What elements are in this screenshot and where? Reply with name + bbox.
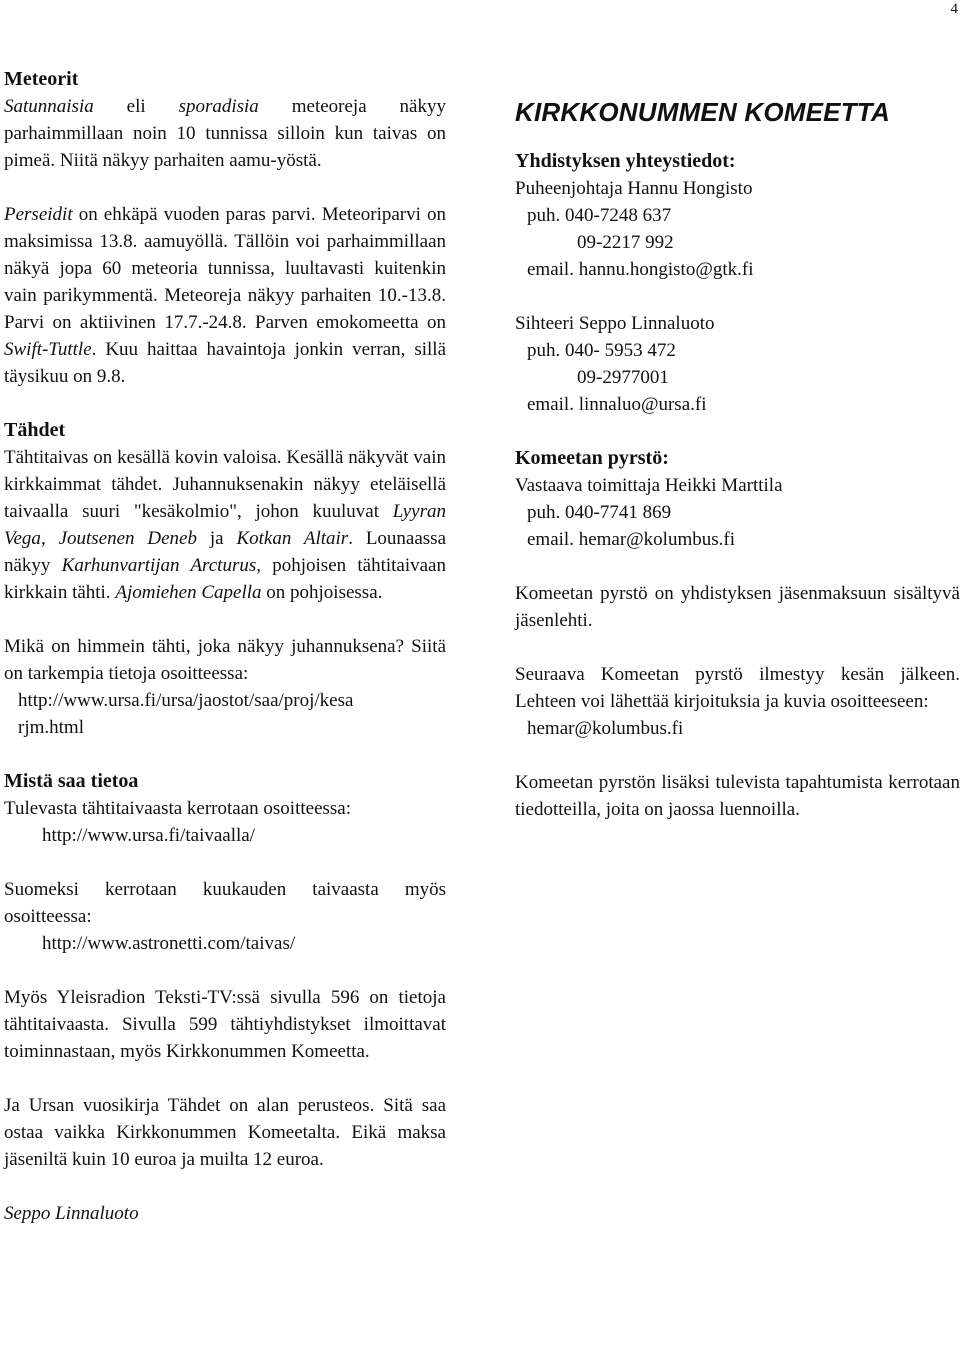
author: Seppo Linnaluoto: [4, 1203, 139, 1224]
text-span: eli: [93, 96, 179, 117]
page-number: 4: [950, 1, 958, 17]
star-name: Lyyran Vega: [4, 501, 446, 549]
chair-phone: puh. 040-7248 637: [527, 205, 672, 226]
term-sporadisia: sporadisia: [178, 96, 259, 117]
paragraph-tietoa-2: Suomeksi kerrotaan kuukauden taivaasta myös osoitteessa:: [4, 879, 446, 927]
paragraph-meteorit-2: [4, 201, 446, 390]
text-span: ,: [40, 528, 59, 549]
section-tahdet: [4, 417, 446, 741]
link-ursa-taivaalla[interactable]: http://www.ursa.fi/taivaalla/: [42, 825, 255, 846]
section-meteorit: [4, 66, 446, 390]
text-span: on pohjoisessa.: [261, 582, 383, 603]
editor-email[interactable]: email. hemar@kolumbus.fi: [527, 529, 735, 550]
chair-email[interactable]: email. hannu.hongisto@gtk.fi: [527, 259, 754, 280]
link-astronetti[interactable]: http://www.astronetti.com/taivas/: [42, 933, 296, 954]
paragraph-tahdet-2: Mikä on himmein tähti, joka näkyy juhannuksena? Siitä on tarkempia tietoja osoitteessa:: [4, 636, 446, 684]
text-span: meteoreja näkyy parhaimmillaan noin 10 tunnissa silloin kun taivas on pimeä. Niitä näkyy parhaiten aamu-yöstä.: [4, 96, 446, 171]
text-span: on ehkäpä vuoden paras parvi. Meteoriparvi on maksimissa 13.8. aamuyöllä. Tällöin voi parhaimmillaan näkyä jopa 60 meteoria tunnissa, luultavasti kuitenkin vain parikymmentä. Meteoreja näkyy parhaiten 10.-13.8. Parvi on aktiivinen 17.7.-24.8. Parven emokomeetta on: [4, 204, 446, 333]
paragraph-tahdet-1: [4, 444, 446, 606]
submission-email[interactable]: hemar@kolumbus.fi: [527, 718, 684, 739]
secretary-phone: puh. 040- 5953 472: [527, 340, 676, 361]
text-span: ja: [197, 528, 237, 549]
paragraph-pyrsto-3: Komeetan pyrstön lisäksi tulevista tapahtumista kerrotaan tiedotteilla, joita on jaossa luennoilla.: [515, 772, 960, 820]
paragraph-tietoa-1: Tulevasta tähtitaivaasta kerrotaan osoitteessa:: [4, 798, 352, 819]
paragraph-pyrsto-1: Komeetan pyrstö on yhdistyksen jäsenmaksuun sisältyvä jäsenlehti.: [515, 583, 960, 631]
term-satunnaisia: Satunnaisia: [4, 96, 94, 117]
text-span: , pohjoisen tähtitaivaan kirkkain tähti.: [4, 555, 446, 603]
secretary-phone-2: 09-2977001: [577, 367, 669, 388]
section-pyrsto: [515, 445, 960, 823]
paragraph-pyrsto-2: Seuraava Komeetan pyrstö ilmestyy kesän jälkeen. Lehteen voi lähettää kirjoituksia ja kuvia osoitteeseen:: [515, 664, 960, 712]
editor-phone: puh. 040-7741 869: [527, 502, 672, 523]
text-span: . Kuu haittaa havaintoja jonkin verran, sillä täysikuu on 9.8.: [4, 339, 446, 387]
star-name: Kotkan Altair: [236, 528, 349, 549]
heading-meteorit: Meteorit: [4, 68, 79, 90]
term-swift-tuttle: Swift-Tuttle: [4, 339, 92, 360]
text-span: Tähtitaivas on kesällä kovin valoisa. Kesällä näkyvät vain kirkkaimmat tähdet. Juhannuksenakin näkyy eteläisellä taivaalla suuri "kesäkolmio", johon kuuluvat: [4, 447, 446, 522]
left-column: [4, 66, 446, 1227]
star-name: Joutsenen Deneb: [58, 528, 197, 549]
link-ursa-kesa[interactable]: http://www.ursa.fi/ursa/jaostot/saa/proj/kesa: [18, 690, 354, 711]
paragraph-tietoa-3: Myös Yleisradion Teksti-TV:ssä sivulla 596 on tietoja tähtitaivaasta. Sivulla 599 tähtiyhdistykset ilmoittavat toiminnastaan, myös Kirkkonummen Komeetta.: [4, 987, 446, 1062]
chair-name: Puheenjohtaja Hannu Hongisto: [515, 178, 753, 199]
heading-contacts: Yhdistyksen yhteystiedot:: [515, 150, 736, 172]
paragraph-tietoa-4: Ja Ursan vuosikirja Tähdet on alan perusteos. Sitä saa ostaa vaikka Kirkkonummen Komeetalta. Eikä maksa jäseniltä kuin 10 euroa ja muilta 12 euroa.: [4, 1095, 446, 1170]
heading-tahdet: Tähdet: [4, 419, 66, 441]
editor-name: Vastaava toimittaja Heikki Marttila: [515, 475, 783, 496]
link-ursa-kesa-cont[interactable]: rjm.html: [18, 717, 84, 738]
star-name: Karhunvartijan Arcturus: [61, 555, 257, 576]
right-column: [515, 66, 960, 823]
star-name: Ajomiehen Capella: [115, 582, 262, 603]
text-span: . Lounaassa näkyy: [4, 528, 447, 576]
secretary-name: Sihteeri Seppo Linnaluoto: [515, 313, 715, 334]
section-contacts: [515, 148, 960, 418]
secretary-email[interactable]: email. linnaluo@ursa.fi: [527, 394, 707, 415]
chair-phone-2: 09-2217 992: [577, 232, 674, 253]
section-tietoa: [4, 768, 446, 1227]
heading-tietoa: Mistä saa tietoa: [4, 770, 139, 792]
heading-pyrsto: Komeetan pyrstö:: [515, 447, 669, 469]
term-perseidit: Perseidit: [4, 204, 73, 225]
club-title: KIRKKONUMMEN KOMEETTA: [515, 97, 890, 127]
paragraph-meteorit-1: [4, 93, 446, 174]
